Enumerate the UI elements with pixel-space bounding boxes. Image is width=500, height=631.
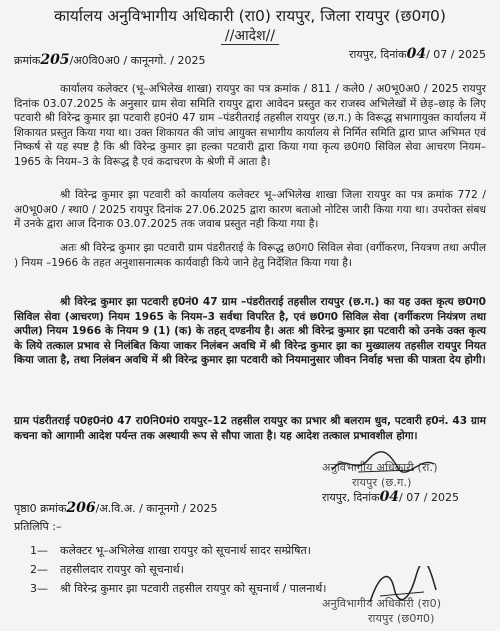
endorsement-number [14,500,218,516]
copy-item-3-text: श्री विरेन्द्र कुमार झा पटवारी तहसील रायपुर को सूचनार्थ / पालनार्थ। [60,582,327,595]
endorsement-row [14,500,486,515]
copy-item-1-text: कलेक्टर भू–अभिलेख शाखा रायपुर को सूचनार्थ सादर सम्प्रेषित। [60,544,311,557]
signature-2-designation: अनुविभागीय अधिकारी (रा0) [322,597,442,610]
signature-block-2 [322,596,492,626]
signature-1-designation: अनुविभागीय अधिकारी (रा.) [322,461,438,474]
signature-1-place: रायपुर (छ.ग.) [352,476,412,489]
reference-row [14,46,486,68]
order-heading-text: //आदेश// [221,28,279,45]
signature-1-date-suffix: / 07 / 2025 [399,491,459,504]
paragraph-2: श्री विरेन्द्र कुमार झा पटवारी को कार्यालय कलेक्टर भू–अभिलेख शाखा जिला रायपुर का पत्र क्रमांक 772 / अ0भू0अ0 / स्था0 / 2025 रायपुर दिनांक 27.06.2025 द्वारा कारण बताओ नोटिस जारी किया गया था। उपरोक्त संबध में उनके द्वारा आज दिनाक 03.07.2025 तक जवाब प्रस्तुत नही किया गया है। [14,189,486,231]
copy-item-3-number: 3— [30,582,48,595]
paragraph-1: कार्यालय कलेक्टर (भू–अभिलेख शाखा) रायपुर का पत्र क्रमांक / 811 / कले0 / अ0भू0अ0 / 2025 रायपुर दिनांक 03.07.2025 के अनुसार ग्राम सेवा समिति रायपुर द्वारा आवेदन प्रस्तुत कर राजस्व अभिलेखों में छेड़–छाड़ के लिए पटवारी श्री विरेन्द्र कुमार झा पटवारी ह0नं0 47 ग्राम –पंडरीतराई तहसील रायपुर (छ.ग.) के विरूद्ध सभागायुक्त कार्यालय में शिकायत प्रस्तुत किया गया था। उक्त शिकायत की जांच आयुक्त सभागीय कार्यालय से निर्मित समिति द्वारा प्राप्त अभिमत एवं निष्कर्ष से यह स्पष्ट है कि श्री विरेन्द्र कुमार झा हल्का पटवारी द्वारा किया गया कृत्य छ0ग0 सिविल सेवा आचरण नियम–1965 के नियम–3 के विरूद्ध है एवं कदाचरण के श्रेणी में आता है। [14,83,486,168]
paragraph-3: अतः श्री विरेन्द्र कुमार झा पटवारी ग्राम पंडरीतराई के विरूद्ध छ0ग0 सिविल सेवा (वर्गीकरण, नियत्रण तथा अपील ) नियम –1966 के तहत अनुशासनात्मक कार्यवाही किये जाने हेतु निर्देशित किया गया है। [14,242,486,269]
reference-number-suffix: /अ0वि0अ0 / कानूनगो. / 2025 [69,54,206,67]
signature-1-date-prefix: रायपुर, दिनांक [322,491,380,504]
reference-number-handwritten: 205 [40,52,70,68]
copy-item-3 [30,581,326,596]
reference-date-prefix: रायपुर, दिनांक [349,48,407,61]
endorsement-prefix: पृष्ठा0 क्रमांक [14,502,67,515]
signature-1-date-day-handwritten: 04 [379,489,400,505]
endorsement-number-handwritten: 206 [66,500,96,516]
endorsement-suffix: /अ.वि.अ. / कानूनगो / 2025 [95,502,218,515]
copy-item-2-text: तहसीलदार रायपुर को सूचनार्थ। [60,563,184,576]
paragraph-4: श्री विरेन्द्र कुमार झा पटवारी ह0नं0 47 ग्राम –पंडरीतराई तहसील रायपुर (छ.ग.) का यह उक्त कृत्य छ0ग0 सिविल सेवा (आचरण) नियम 1965 के नियम–3 सर्वथा विपरित है, एवं छ0ग0 सिविल सेवा (वर्गीकरण नियंत्रण तथा अपील) नियम 1966 के नियम 9 (1) (क) के तहत् दण्डनीय है। अतः श्री विरेन्द्र कुमार झा पटवारी को उनके उक्त कृत्य के लिये तत्काल प्रभाव से निलंबित किया जाकर निलंबन अवधि में श्री विरेन्द्र कुमार झा का मुख्यालय तहसील रायपुर नियत किया जाता है, तथा निलंबन अवधि में श्री विरेन्द्र कुमार झा पटवारी को नियमानुसार जीवन निर्वाह भत्ता की पात्रता देय होगी। [14,296,486,367]
reference-number [14,52,205,68]
signature-2-place: रायपुर (छ0ग0) [368,612,435,625]
paragraph-5: ग्राम पंडरीतराई प0ह0नं0 47 रा0नि0मं0 रायपुर–12 तहसील रायपुर का प्रभार श्री बलराम धुव, पटवारी ह0नं. 43 ग्राम कचना को आगामी आदेश पर्यन्त तक अस्थायी रूप से सौपा जाता है। यह आदेश तत्काल प्रभावशील होगा। [14,415,486,442]
reference-date-suffix: / 07 / 2025 [426,48,486,61]
copy-item-1-number: 1— [30,544,48,557]
copy-item-2 [30,562,184,577]
signature-block-1 [322,460,492,505]
copy-to-label: प्रतिलिपि :– [14,520,62,533]
reference-date-day-handwritten: 04 [406,46,427,62]
office-title: कार्यालय अनुविभागीय अधिकारी (रा0) रायपुर, जिला रायपुर (छ0ग0) [54,7,446,25]
order-heading [0,26,500,45]
copy-item-1 [30,543,311,558]
reference-date [349,46,486,62]
copy-item-2-number: 2— [30,563,48,576]
reference-number-prefix: क्रमांक [14,54,41,67]
